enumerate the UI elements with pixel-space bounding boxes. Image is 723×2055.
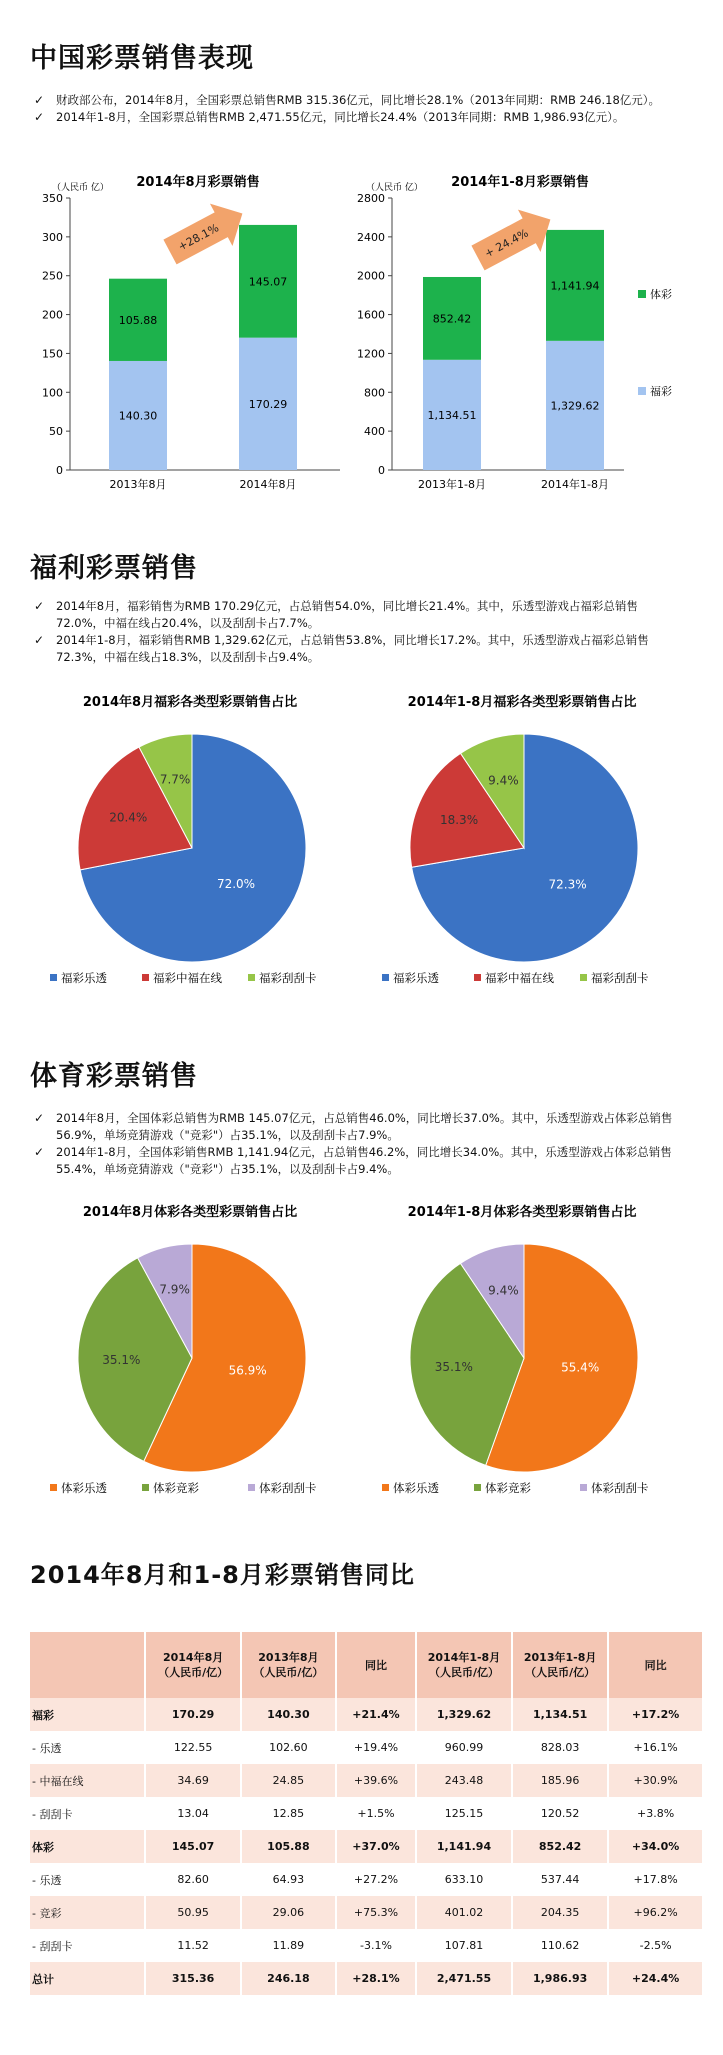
bar-chart-jan-aug — [350, 170, 723, 505]
table-cell: +39.6% — [336, 1764, 416, 1797]
y-tick-label: 300 — [42, 230, 63, 244]
legend-label: 体彩刮刮卡 — [591, 1481, 649, 1495]
y-tick-label: 800 — [364, 386, 385, 400]
pie-chart-fucai-jan-aug — [372, 690, 672, 990]
table-header-cell: 2013年1-8月 （人民币/亿） — [512, 1632, 608, 1698]
x-tick-label: 2014年8月 — [239, 478, 297, 491]
legend-label: 福彩中福在线 — [485, 971, 554, 985]
table-cell: - 乐透 — [30, 1863, 145, 1896]
data-label: 1,141.94 — [550, 279, 600, 293]
data-label: 852.42 — [432, 312, 472, 326]
pie-value-label: 7.9% — [159, 1282, 190, 1297]
table-cell: - 乐透 — [30, 1731, 145, 1764]
pie-title: 2014年8月福彩各类型彩票销售占比 — [82, 695, 298, 710]
bullet: ✓ 2014年8月，全国体彩总销售为RMB 145.07亿元，占总销售46.0%，同比增长37.0%。其中，乐透型游戏占体彩总销售56.9%，单场竞猜游戏（"竞彩"）占35.1%，以及刮刮卡占7.9%。 — [30, 1110, 680, 1144]
table-cell: 64.93 — [241, 1863, 336, 1896]
pie-value-label: 7.7% — [159, 772, 191, 787]
pie-value-label: 35.1% — [102, 1353, 141, 1368]
pie-title: 2014年1-8月福彩各类型彩票销售占比 — [407, 695, 637, 710]
table-cell: +21.4% — [336, 1698, 416, 1731]
growth-arrow-label: +28.1% — [175, 221, 222, 254]
y-tick-label: 250 — [42, 269, 63, 283]
chart-title: 2014年1-8月彩票销售 — [451, 175, 589, 190]
pie-title: 2014年1-8月体彩各类型彩票销售占比 — [407, 1205, 637, 1220]
bullet: ✓ 2014年1-8月，福彩销售RMB 1,329.62亿元，占总销售53.8%，同比增长17.2%。其中，乐透型游戏占福彩总销售72.3%，中福在线占18.3%，以及刮刮卡占9.4%。 — [30, 632, 680, 666]
section-title-sports-lottery: 体育彩票销售 — [30, 1061, 198, 1092]
table-cell: 105.88 — [241, 1830, 336, 1863]
table-cell: 福彩 — [30, 1698, 145, 1731]
table-cell: - 中福在线 — [30, 1764, 145, 1797]
table-cell: 828.03 — [512, 1731, 608, 1764]
legend-swatch — [248, 974, 255, 981]
pie-value-label: 20.4% — [109, 810, 148, 825]
data-label: 140.30 — [118, 409, 158, 423]
legend-label: 体彩乐透 — [61, 1481, 107, 1495]
y-tick-label: 400 — [364, 425, 385, 439]
pie-value-label: 35.1% — [434, 1359, 473, 1374]
table-row — [30, 1797, 702, 1830]
legend-label: 体彩乐透 — [393, 1481, 439, 1495]
y-tick-label: 1200 — [357, 347, 385, 361]
legend-swatch — [382, 974, 389, 981]
table-cell: 110.62 — [512, 1929, 608, 1962]
table-cell: - 刮刮卡 — [30, 1929, 145, 1962]
table-cell: 1,141.94 — [416, 1830, 512, 1863]
pie-value-label: 9.4% — [488, 773, 519, 788]
legend-swatch — [580, 1484, 587, 1491]
pie-value-label: 72.3% — [548, 877, 587, 892]
table-cell: 102.60 — [241, 1731, 336, 1764]
chart-title: 2014年8月彩票销售 — [136, 175, 260, 190]
table-cell: +1.5% — [336, 1797, 416, 1830]
table-cell: 246.18 — [241, 1962, 336, 1995]
legend-label: 福彩中福在线 — [153, 971, 222, 985]
y-axis-unit: （人民币 亿） — [366, 183, 423, 193]
table-cell: 852.42 — [512, 1830, 608, 1863]
pie-value-label: 55.4% — [561, 1360, 600, 1375]
table-row — [30, 1764, 702, 1797]
table-cell: +96.2% — [608, 1896, 702, 1929]
table-cell: 120.52 — [512, 1797, 608, 1830]
table-cell: 体彩 — [30, 1830, 145, 1863]
legend-label: 福彩刮刮卡 — [259, 971, 317, 985]
table-cell: 185.96 — [512, 1764, 608, 1797]
legend-label: 福彩乐透 — [61, 971, 107, 985]
legend-swatch — [474, 974, 481, 981]
table-cell: 960.99 — [416, 1731, 512, 1764]
table-cell: 122.55 — [145, 1731, 240, 1764]
table-header-cell: 同比 — [336, 1632, 416, 1698]
legend-swatch-ticai — [638, 290, 646, 298]
legend-swatch — [50, 1484, 57, 1491]
section-title-welfare-lottery: 福利彩票销售 — [30, 553, 198, 584]
legend-swatch-fucai — [638, 387, 646, 395]
data-label: 105.88 — [118, 313, 158, 327]
table-cell: 1,986.93 — [512, 1962, 608, 1995]
y-axis-unit: （人民币 亿） — [52, 183, 109, 193]
section2-bullets — [30, 598, 680, 666]
table-row — [30, 1698, 702, 1731]
table-cell: - 刮刮卡 — [30, 1797, 145, 1830]
legend-label: 福彩乐透 — [393, 971, 439, 985]
legend-label: 体彩竞彩 — [485, 1481, 531, 1495]
table-cell: +34.0% — [608, 1830, 702, 1863]
table-header-cell: 2014年8月 （人民币/亿） — [145, 1632, 240, 1698]
legend-label-fucai: 福彩 — [650, 385, 672, 398]
table-cell: -2.5% — [608, 1929, 702, 1962]
table-cell: 29.06 — [241, 1896, 336, 1929]
table-cell: 633.10 — [416, 1863, 512, 1896]
table-cell: 401.02 — [416, 1896, 512, 1929]
pie-value-label: 56.9% — [228, 1363, 267, 1378]
section3-bullets — [30, 1110, 680, 1178]
y-tick-label: 2800 — [357, 192, 385, 205]
table-cell: 145.07 — [145, 1830, 240, 1863]
table-cell: 50.95 — [145, 1896, 240, 1929]
pie-title: 2014年8月体彩各类型彩票销售占比 — [82, 1205, 298, 1220]
table-cell: 140.30 — [241, 1698, 336, 1731]
data-label: 145.07 — [248, 275, 288, 289]
table-row — [30, 1863, 702, 1896]
x-tick-label: 2013年1-8月 — [418, 478, 486, 491]
table-cell: 1,329.62 — [416, 1698, 512, 1731]
table-cell: 1,134.51 — [512, 1698, 608, 1731]
table-cell: 243.48 — [416, 1764, 512, 1797]
table-cell: 204.35 — [512, 1896, 608, 1929]
y-tick-label: 0 — [378, 464, 385, 477]
table-cell: +3.8% — [608, 1797, 702, 1830]
table-row — [30, 1929, 702, 1962]
pie-chart-fucai-aug — [40, 690, 340, 990]
table-cell: +16.1% — [608, 1731, 702, 1764]
legend-swatch — [142, 1484, 149, 1491]
y-tick-label: 1600 — [357, 308, 385, 322]
table-cell: -3.1% — [336, 1929, 416, 1962]
table-cell: - 竞彩 — [30, 1896, 145, 1929]
legend-label: 福彩刮刮卡 — [591, 971, 649, 985]
table-row — [30, 1896, 702, 1929]
table-cell: 24.85 — [241, 1764, 336, 1797]
table-cell: +37.0% — [336, 1830, 416, 1863]
table-row — [30, 1731, 702, 1764]
section-title-china-lottery: 中国彩票销售表现 — [30, 43, 254, 74]
y-tick-label: 2000 — [357, 269, 385, 283]
y-tick-label: 100 — [42, 386, 63, 400]
bullet: ✓ 财政部公布，2014年8月，全国彩票总销售RMB 315.36亿元，同比增长28.1%（2013年同期：RMB 246.18亿元）。 — [30, 92, 680, 109]
legend-swatch — [50, 974, 57, 981]
growth-arrow-label: + 24.4% — [482, 226, 531, 261]
pie-chart-ticai-jan-aug — [372, 1200, 672, 1500]
table-cell: 12.85 — [241, 1797, 336, 1830]
table-header-cell: 同比 — [608, 1632, 702, 1698]
table-cell: +27.2% — [336, 1863, 416, 1896]
legend-swatch — [382, 1484, 389, 1491]
legend-swatch — [248, 1484, 255, 1491]
table-cell: 2,471.55 — [416, 1962, 512, 1995]
table-cell: 总计 — [30, 1962, 145, 1995]
table-cell: 11.89 — [241, 1929, 336, 1962]
bullet: ✓ 2014年8月，福彩销售为RMB 170.29亿元，占总销售54.0%，同比增长21.4%。其中，乐透型游戏占福彩总销售72.0%，中福在线占20.4%，以及刮刮卡占7.7%。 — [30, 598, 680, 632]
y-tick-label: 350 — [42, 192, 63, 205]
y-tick-label: 2400 — [357, 230, 385, 244]
table-cell: +28.1% — [336, 1962, 416, 1995]
x-tick-label: 2013年8月 — [109, 478, 167, 491]
y-tick-label: 150 — [42, 347, 63, 361]
table-row — [30, 1830, 702, 1863]
table-row — [30, 1962, 702, 1995]
table-cell: +17.2% — [608, 1698, 702, 1731]
y-tick-label: 50 — [49, 425, 63, 439]
table-cell: 315.36 — [145, 1962, 240, 1995]
table-cell: 11.52 — [145, 1929, 240, 1962]
table-cell: 170.29 — [145, 1698, 240, 1731]
sales-comparison-table — [30, 1632, 702, 1995]
legend-label: 体彩竞彩 — [153, 1481, 199, 1495]
legend-swatch — [474, 1484, 481, 1491]
bullet: ✓ 2014年1-8月，全国彩票总销售RMB 2,471.55亿元，同比增长24.4%（2013年同期：RMB 1,986.93亿元）。 — [30, 109, 680, 126]
table-cell: +30.9% — [608, 1764, 702, 1797]
x-tick-label: 2014年1-8月 — [541, 478, 609, 491]
table-cell: +75.3% — [336, 1896, 416, 1929]
table-cell: +19.4% — [336, 1731, 416, 1764]
legend-swatch — [580, 974, 587, 981]
table-cell: 13.04 — [145, 1797, 240, 1830]
table-cell: +24.4% — [608, 1962, 702, 1995]
pie-value-label: 72.0% — [216, 877, 256, 892]
y-tick-label: 0 — [56, 464, 63, 477]
section1-bullets — [30, 92, 680, 126]
data-label: 170.29 — [248, 397, 288, 411]
pie-value-label: 18.3% — [439, 813, 479, 828]
table-header-cell: 2013年8月 （人民币/亿） — [241, 1632, 336, 1698]
legend-swatch — [142, 974, 149, 981]
table-header-cell — [30, 1632, 145, 1698]
table-cell: 107.81 — [416, 1929, 512, 1962]
table-cell: +17.8% — [608, 1863, 702, 1896]
pie-chart-ticai-aug — [40, 1200, 340, 1500]
data-label: 1,329.62 — [550, 399, 600, 413]
legend-label-ticai: 体彩 — [650, 288, 672, 301]
section-title-comparison: 2014年8月和1-8月彩票销售同比 — [30, 1561, 415, 1589]
table-header-cell: 2014年1-8月 （人民币/亿） — [416, 1632, 512, 1698]
bullet: ✓ 2014年1-8月，全国体彩销售RMB 1,141.94亿元，占总销售46.2%，同比增长34.0%。其中，乐透型游戏占体彩总销售55.4%，单场竞猜游戏（"竞彩"）占35.1%，以及刮刮卡占9.4%。 — [30, 1144, 680, 1178]
table-cell: 537.44 — [512, 1863, 608, 1896]
data-label: 1,134.51 — [427, 408, 477, 422]
table-cell: 82.60 — [145, 1863, 240, 1896]
table-cell: 125.15 — [416, 1797, 512, 1830]
pie-value-label: 9.4% — [488, 1283, 519, 1298]
bar-chart-aug — [0, 170, 360, 505]
table-cell: 34.69 — [145, 1764, 240, 1797]
legend-label: 体彩刮刮卡 — [259, 1481, 317, 1495]
y-tick-label: 200 — [42, 308, 63, 322]
